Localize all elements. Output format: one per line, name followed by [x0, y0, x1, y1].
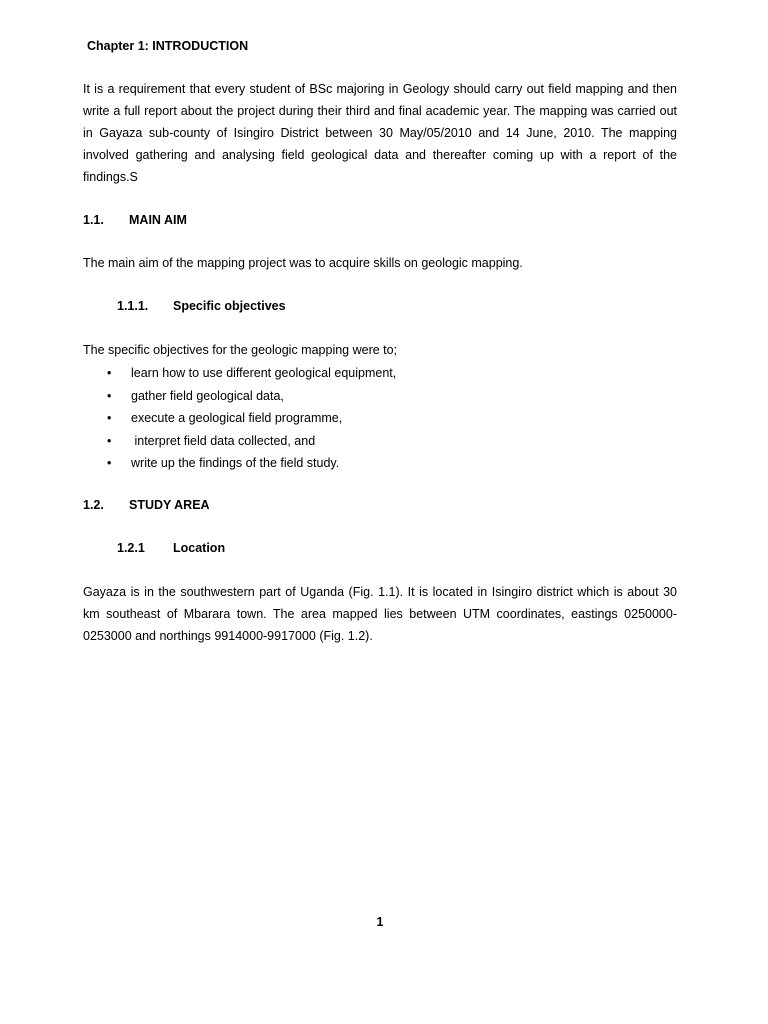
- list-item-text: gather field geological data,: [131, 388, 284, 403]
- bullet-icon: •: [107, 411, 112, 425]
- subsection-heading-location: [117, 537, 711, 559]
- bullet-icon: •: [107, 388, 112, 403]
- section-heading-main-aim: [83, 209, 677, 231]
- objectives-list: [83, 362, 677, 475]
- section-number: 1.2.: [83, 498, 104, 512]
- list-item: [83, 430, 677, 453]
- bullet-icon: •: [107, 456, 112, 470]
- intro-paragraph: It is a requirement that every student of BSc majoring in Geology should carry out field mapping and then write a full report about the project during their third and final academic year. The mapping was carried out in Gayaza sub-county of Isingiro District between 30 May/05/2010 and 14 June, 2010. The mapping involved gathering and analysing field geological data and thereafter coming up with a report of the findings.S: [83, 82, 677, 184]
- subsection-number: 1.2.1: [117, 541, 145, 555]
- list-item-text: interpret field data collected, and: [131, 433, 316, 448]
- section-title: STUDY AREA: [129, 498, 210, 512]
- section-heading-study-area: [83, 494, 677, 516]
- chapter-title: Chapter 1: INTRODUCTION: [87, 39, 249, 53]
- bullet-icon: •: [107, 433, 112, 448]
- list-item-text: write up the findings of the field study.: [131, 456, 340, 470]
- list-item: [83, 407, 677, 430]
- list-item: [83, 385, 677, 408]
- list-item-text: learn how to use different geological equipment,: [131, 366, 397, 380]
- objectives-intro: The specific objectives for the geologic mapping were to;: [83, 343, 398, 357]
- section-title: MAIN AIM: [129, 213, 187, 227]
- list-item: [83, 362, 677, 385]
- page-number: 1: [376, 915, 384, 929]
- subsection-heading-objectives: [117, 295, 711, 317]
- section-number: 1.1.: [83, 213, 104, 227]
- list-item: [83, 452, 677, 475]
- bullet-icon: •: [107, 366, 112, 380]
- main-aim-text: The main aim of the mapping project was to acquire skills on geologic mapping.: [83, 256, 523, 270]
- subsection-title: Location: [173, 541, 226, 555]
- subsection-title: Specific objectives: [173, 299, 286, 313]
- subsection-number: 1.1.1.: [117, 299, 149, 313]
- list-item-text: execute a geological field programme,: [131, 411, 343, 425]
- location-paragraph: Gayaza is in the southwestern part of Uganda (Fig. 1.1). It is located in Isingiro district which is about 30 km southeast of Mbarara town. The area mapped lies between UTM coordinates, eastings 0250000-0253000 and northings 9914000-9917000 (Fig. 1.2).: [83, 585, 677, 643]
